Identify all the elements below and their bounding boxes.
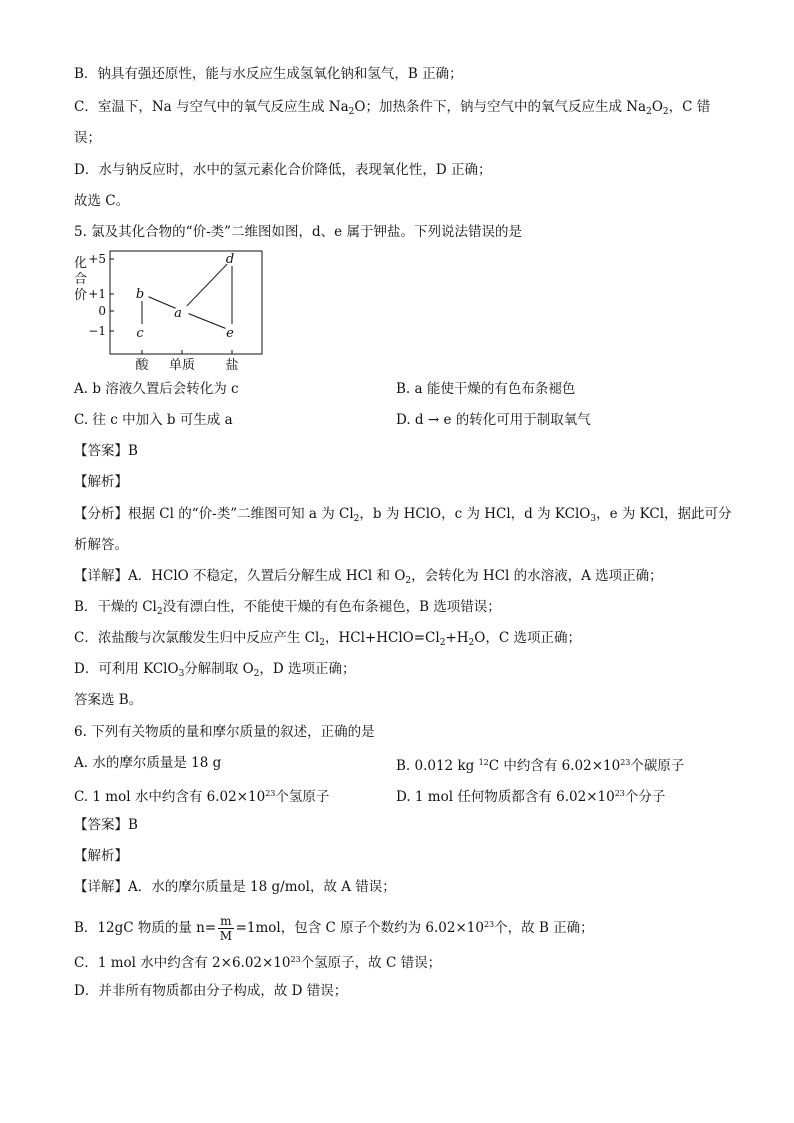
point-d: d [225, 252, 235, 267]
q6-detail-c: C．1 mol 水中约含有 $2\times 6.02\times 10^{23}$个氢原子，故 C 错误； [74, 955, 442, 971]
q5-fenxi: 【分析】根据 Cl 的“价-类”二维图可知 a 为 $Cl_2$，b 为 HClO，c 为 HCl，d 为 KClO$_3$，e 为 KCl，据此可分 [74, 506, 732, 524]
q6-option-d: D. 1 mol 任何物质都含有 $6.02\times 10^{23}$个分子 [396, 789, 666, 805]
q6-detail-d: D．并非所有物质都由分子构成，故 D 错误； [74, 983, 348, 999]
q5-option-b: B. a 能使干燥的有色布条褪色 [396, 381, 576, 397]
q5-option-a: A. b 溶液久置后会转化为 c [74, 381, 239, 397]
plot-frame [110, 251, 262, 354]
q5-detail-a: 【详解】A．HClO 不稳定，久置后分解生成 HCl 和 $O_2$，会转化为 HCl 的水溶液，A 选项正确； [74, 568, 663, 586]
q6-detail-b: B．12gC 物质的量 n= $\frac{m}{M}$ =1mol，包含 C 原子个数约为 $6.02\times 10^{23}$个，故 B 正确； [74, 914, 594, 943]
q6-option-c: C. 1 mol 水中约含有 $6.02\times 10^{23}$个氢原子 [74, 789, 330, 805]
edge-b-a [148, 297, 175, 309]
text-line: D．水与钠反应时，水中的氢元素化合价降低，表现氧化性，D 正确； [74, 162, 492, 178]
q6-analysis-tag: 【解析】 [74, 848, 128, 864]
q5-detail-b: B．干燥的 $Cl_2$没有漂白性，不能使干燥的有色布条褪色，B 选项错误； [74, 599, 501, 617]
x-tick-label: 单质 [168, 358, 196, 373]
q5-detail-c: C．浓盐酸与次氯酸发生归中反应产生 $Cl_2$，$HCl+HClO=Cl_2+H_2O$，C 选项正确； [74, 630, 581, 648]
y-tick-label: +5 [88, 252, 106, 266]
q5-analysis-tag: 【解析】 [74, 474, 128, 490]
q6-detail-a: 【详解】A．水的摩尔质量是 18 g/mol，故 A 错误； [74, 879, 396, 895]
y-tick-label: −1 [88, 324, 106, 338]
q6-option-a: A. 水的摩尔质量是 18 g [74, 755, 222, 771]
y-axis-label-char: 合 [74, 272, 88, 287]
text-line: 误； [74, 130, 101, 146]
text-line: C．室温下，Na 与空气中的氧气反应生成 $Na_2O$；加热条件下，钠与空气中的氧气反应生成 $Na_2O_2$，C 错 [74, 99, 711, 117]
question-6-stem: 6. 下列有关物质的量和摩尔质量的叙述，正确的是 [74, 724, 375, 740]
text-line: B．钠具有强还原性，能与水反应生成氢氧化钠和氢气，B 正确； [74, 66, 463, 82]
q5-detail-d: D．可利用 KClO$_3$分解制取 $O_2$，D 选项正确； [74, 661, 356, 679]
y-tick-label: +1 [88, 287, 106, 301]
x-tick-label: 盐 [225, 358, 239, 373]
q6-answer: 【答案】B [74, 817, 138, 833]
text-line: 故选 C。 [74, 193, 130, 209]
point-a: a [174, 306, 182, 321]
q5-conclusion: 答案选 B。 [74, 692, 143, 708]
q5-answer: 【答案】B [74, 443, 138, 459]
q5-fenxi-cont: 析解答。 [74, 537, 128, 553]
q5-option-c: C. 往 c 中加入 b 可生成 a [74, 412, 233, 428]
y-axis-label-char: 价 [74, 288, 88, 303]
edge-a-d [187, 264, 227, 306]
x-tick-label: 酸 [135, 358, 149, 373]
q5-option-d: D. d → e 的转化可用于制取氧气 [396, 412, 591, 428]
point-c: c [136, 326, 144, 341]
valence-class-diagram [70, 245, 270, 375]
y-tick-label: 0 [98, 304, 106, 318]
fraction: $\frac{m}{M}$ [219, 914, 233, 943]
point-e: e [226, 326, 234, 341]
question-5-stem: 5. 氯及其化合物的“价-类”二维图如图，d、e 属于钾盐。下列说法错误的是 [74, 224, 522, 240]
y-axis-label-char: 化 [74, 256, 88, 271]
edge-a-e [188, 314, 225, 329]
q6-option-b: B. 0.012 kg $^{12}$C 中约含有 $6.02\times 10^{23}$个碳原子 [396, 758, 685, 774]
point-b: b [135, 287, 145, 302]
